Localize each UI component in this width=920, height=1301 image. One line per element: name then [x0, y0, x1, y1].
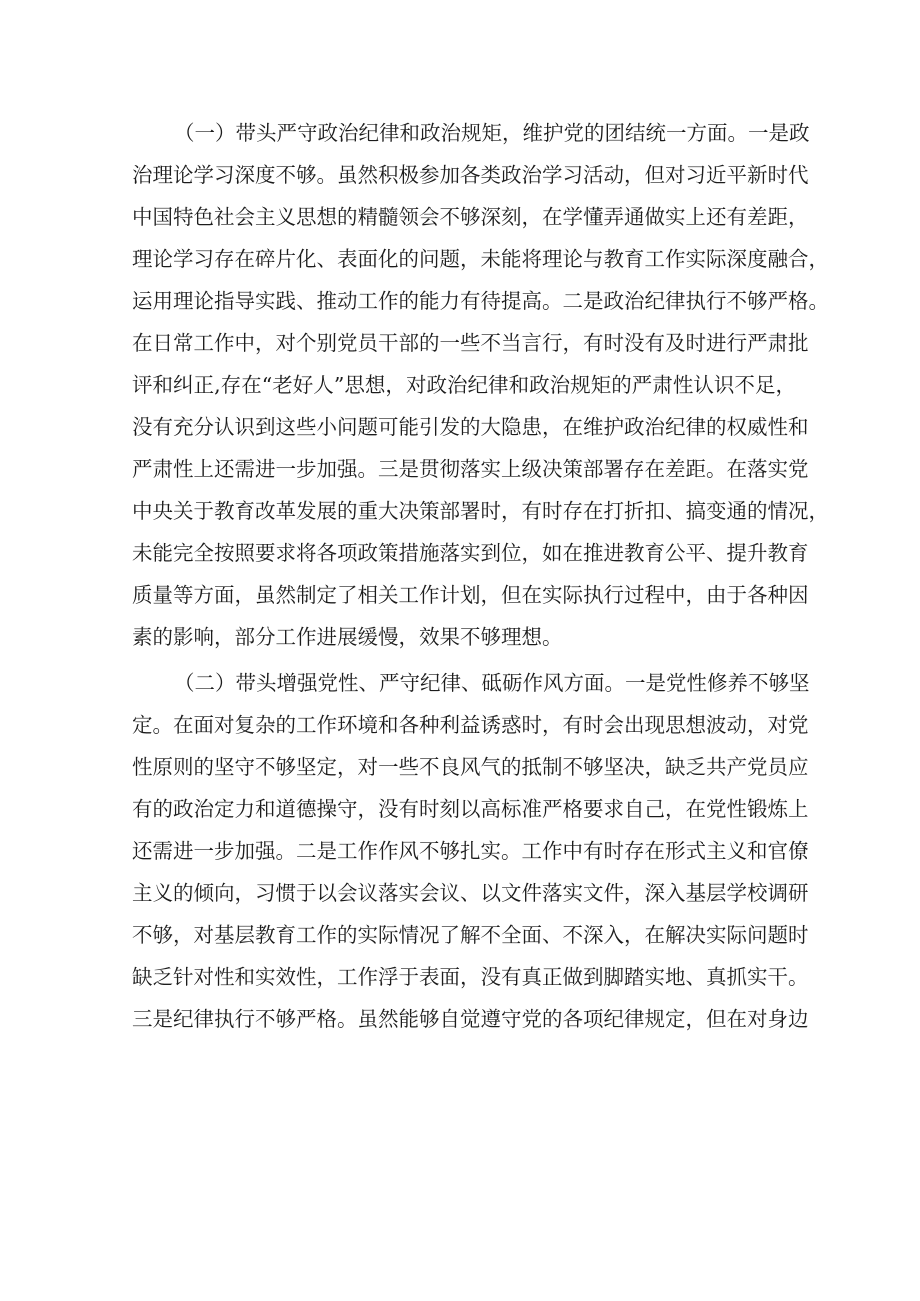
text-line: 中国特色社会主义思想的精髓领会不够深刻，在学懂弄通做实上还有差距， — [132, 205, 809, 229]
text-line: （一）带头严守政治纪律和政治规矩，维护党的团结统一方面。一是政 — [174, 121, 810, 145]
document-body — [132, 112, 829, 1040]
text-line: 缺乏针对性和实效性，工作浮于表面，没有真正做到脚踏实地、真抓实干。 — [132, 965, 809, 989]
text-line: 性原则的坚守不够坚定，对一些不良风气的抵制不够坚决，缺乏共产党员应 — [132, 755, 809, 779]
text-line: 主义的倾向，习惯于以会议落实会议、以文件落实文件，深入基层学校调研 — [132, 881, 809, 905]
text-line: 没有充分认识到这些小问题可能引发的大隐患，在维护政治纪律的权威性和 — [132, 415, 809, 439]
text-line: 素的影响，部分工作进展缓慢，效果不够理想。 — [132, 625, 563, 649]
text-line: 在日常工作中，对个别党员干部的一些不当言行，有时没有及时进行严肃批 — [132, 331, 809, 355]
text-line: 未能完全按照要求将各项政策措施落实到位，如在推进教育公平、提升教育 — [132, 541, 809, 565]
paragraph-political-discipline — [132, 112, 829, 658]
text-line: 理论学习存在碎片化、表面化的问题，未能将理论与教育工作实际深度融合， — [132, 247, 829, 271]
text-line: 评和纠正,存在“老好人”思想，对政治纪律和政治规矩的严肃性认识不足， — [132, 373, 796, 397]
text-line: 治理论学习深度不够。虽然积极参加各类政治学习活动，但对习近平新时代 — [132, 163, 809, 187]
text-line: 中央关于教育改革发展的重大决策部署时，有时存在打折扣、搞变通的情况， — [132, 499, 829, 523]
paragraph-party-spirit — [132, 662, 810, 1040]
text-line: 运用理论指导实践、推动工作的能力有待提高。二是政治纪律执行不够严格。 — [132, 289, 829, 313]
text-line: 不够，对基层教育工作的实际情况了解不全面、不深入，在解决实际问题时 — [132, 923, 809, 947]
text-line: 严肃性上还需进一步加强。三是贯彻落实上级决策部署存在差距。在落实党 — [132, 457, 809, 481]
text-line: 质量等方面，虽然制定了相关工作计划，但在实际执行过程中，由于各种因 — [132, 583, 809, 607]
text-line: 定。在面对复杂的工作环境和各种利益诱惑时，有时会出现思想波动，对党 — [132, 713, 809, 737]
text-line: 三是纪律执行不够严格。虽然能够自觉遵守党的各项纪律规定，但在对身边 — [132, 1007, 809, 1031]
text-line: （二）带头增强党性、严守纪律、砥砺作风方面。一是党性修养不够坚 — [174, 671, 810, 695]
text-line: 有的政治定力和道德操守，没有时刻以高标准严格要求自己，在党性锻炼上 — [132, 797, 809, 821]
text-line: 还需进一步加强。二是工作作风不够扎实。工作中有时存在形式主义和官僚 — [132, 839, 809, 863]
